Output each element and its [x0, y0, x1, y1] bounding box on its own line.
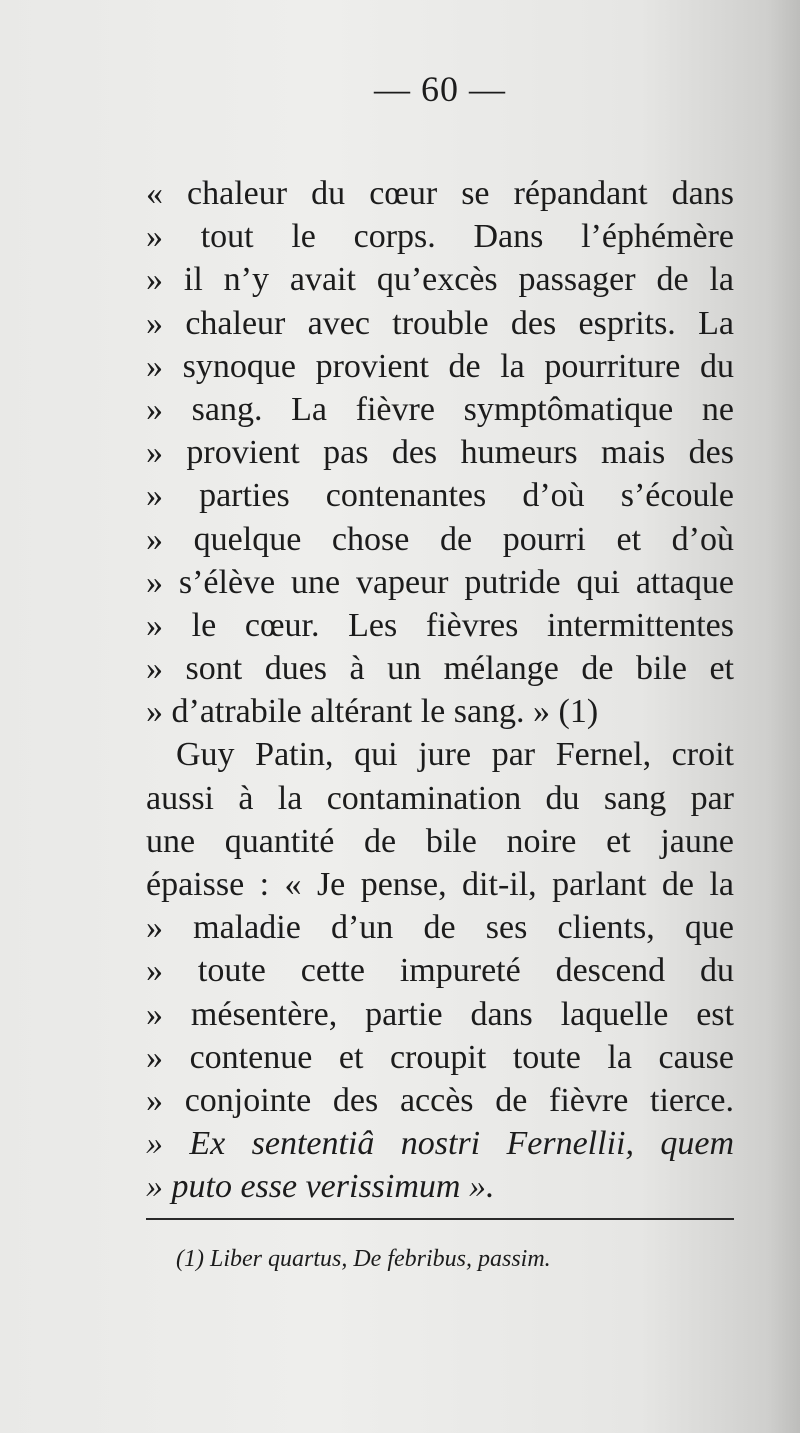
- text-line: » il n’y avait qu’excès passager de la: [146, 261, 734, 299]
- text-line: » puto esse verissimum ».: [146, 1168, 495, 1206]
- text-line: » le cœur. Les fièvres intermittentes: [146, 606, 734, 644]
- text-line: » s’élève une vapeur putride qui attaque: [146, 563, 734, 601]
- text-line: » maladie d’un de ses clients, que: [146, 909, 734, 947]
- text-line: » sont dues à un mélange de bile et: [146, 650, 734, 688]
- text-line: une quantité de bile noire et jaune: [146, 822, 734, 860]
- text-line: épaisse : « Je pense, dit-il, parlant de la: [146, 866, 734, 903]
- footnote: (1) Liber quartus, De febribus, passim.: [176, 1246, 551, 1272]
- text-line: » conjointe des accès de fièvre tierce.: [146, 1081, 734, 1119]
- page-number: — 60 —: [374, 69, 506, 109]
- text-line: » synoque provient de la pourriture du: [146, 347, 734, 385]
- text-line: » toute cette impureté descend du: [146, 952, 734, 990]
- text-line: » Ex sententiâ nostri Fernellii, quem: [146, 1125, 734, 1163]
- text-line: » provient pas des humeurs mais des: [146, 434, 734, 472]
- text-line: aussi à la contamination du sang par: [146, 779, 734, 817]
- text-line: « chaleur du cœur se répandant dans: [146, 175, 734, 212]
- text-line: Guy Patin, qui jure par Fernel, croit: [176, 736, 734, 774]
- text-line: » d’atrabile altérant le sang. » (1): [146, 693, 599, 731]
- text-line: » contenue et croupit toute la cause: [146, 1038, 734, 1076]
- text-line: » parties contenantes d’où s’écoule: [146, 477, 734, 515]
- text-line: » quelque chose de pourri et d’où: [146, 520, 734, 558]
- footnote-rule: [146, 1218, 734, 1220]
- text-line: » sang. La fièvre symptômatique ne: [146, 390, 734, 428]
- text-line: » chaleur avec trouble des esprits. La: [146, 304, 734, 342]
- body-text: [146, 172, 734, 1209]
- text-line: » mésentère, partie dans laquelle est: [146, 995, 734, 1033]
- text-line: » tout le corps. Dans l’éphémère: [146, 218, 734, 256]
